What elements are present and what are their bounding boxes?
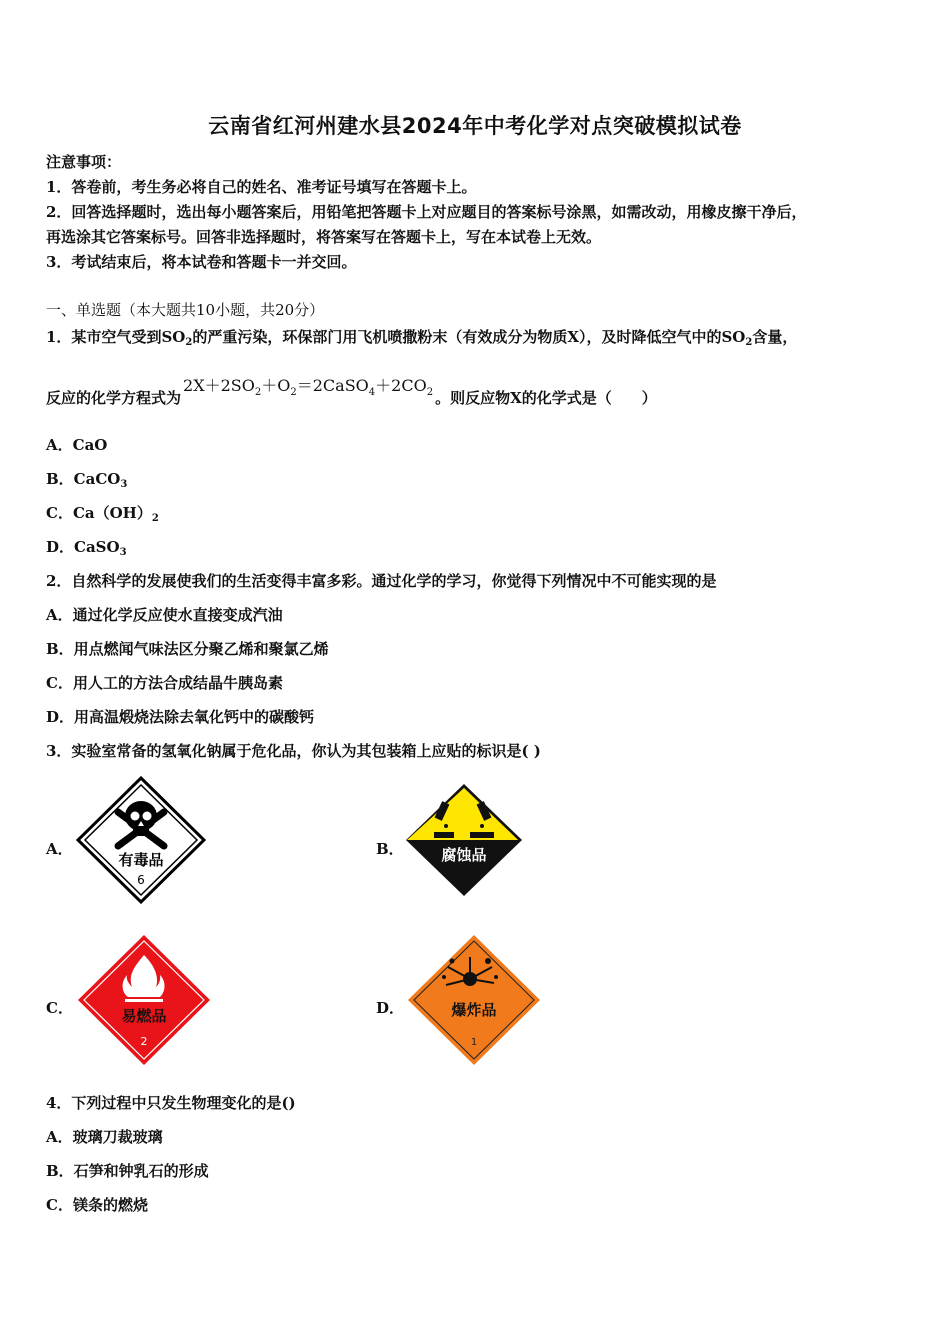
sign-text: 爆炸品 <box>451 1001 497 1019</box>
q1-sub-2: 2 <box>745 337 753 348</box>
q1-option-c <box>46 503 159 523</box>
sign-number: 2 <box>140 1035 148 1048</box>
q3-label-d: D． <box>376 999 405 1017</box>
q1-text-b: 的严重污染，环保部门用飞机喷撒粉末（有效成分为物质X），及时降低空气中的SO <box>192 328 746 346</box>
q4-option-a: A．玻璃刀裁玻璃 <box>46 1128 163 1146</box>
eq-sub: 2 <box>254 387 262 398</box>
sign-number: 6 <box>137 873 145 887</box>
q1-suffix: 。则反应物X的化学式是（ ） <box>435 389 657 407</box>
option-text: D．CaSO <box>46 538 120 556</box>
eq-sub: 2 <box>426 387 434 398</box>
eq-part: 2X＋2SO <box>183 376 255 395</box>
option-sub: 2 <box>151 513 159 524</box>
q4-option-b: B．石笋和钟乳石的形成 <box>46 1162 209 1180</box>
notice-item-1: 1．答卷前，考生务必将自己的姓名、准考证号填写在答题卡上。 <box>46 178 477 196</box>
q2-option-c: C．用人工的方法合成结晶牛胰岛素 <box>46 674 283 692</box>
q1-stem-line2 <box>46 376 657 408</box>
eq-part: ＋2CO <box>375 376 427 395</box>
sign-number: 1 <box>470 1037 478 1048</box>
q1-text-a: 1．某市空气受到SO <box>46 328 186 346</box>
flammable-sign <box>76 933 212 1067</box>
section-heading: 一、单选题（本大题共10小题，共20分） <box>46 301 325 319</box>
q3-stem: 3．实验室常备的氢氧化钠属于危化品，你认为其包装箱上应贴的标识是( ) <box>46 742 541 760</box>
q1-stem-line1 <box>46 327 797 347</box>
page-title: 云南省红河州建水县2024年中考化学对点突破模拟试卷 <box>208 114 742 138</box>
sign-text: 易燃品 <box>121 1007 167 1025</box>
corrosive-sign <box>404 782 524 898</box>
explosive-sign <box>406 933 542 1067</box>
q2-option-b: B．用点燃闻气味法区分聚乙烯和聚氯乙烯 <box>46 640 329 658</box>
notice-heading: 注意事项： <box>46 153 122 171</box>
option-sub: 3 <box>119 547 127 558</box>
sign-text: 腐蚀品 <box>441 846 487 864</box>
chemical-equation <box>183 376 434 398</box>
q2-option-a: A．通过化学反应使水直接变成汽油 <box>46 606 283 624</box>
eq-sub: 4 <box>368 387 376 398</box>
eq-part: ＝2CaSO <box>296 376 369 395</box>
q1-prefix: 反应的化学方程式为 <box>46 389 182 407</box>
q3-label-c: C． <box>46 999 73 1017</box>
notice-item-3: 3．考试结束后，将本试卷和答题卡一并交回。 <box>46 253 357 271</box>
notice-item-2-cont: 再选涂其它答案标号。回答非选择题时，将答案写在答题卡上，写在本试卷上无效。 <box>46 228 602 246</box>
notice-item-2: 2．回答选择题时，选出每小题答案后，用铅笔把答题卡上对应题目的答案标号涂黑，如需改动，用橡皮擦干净后， <box>46 203 807 221</box>
q4-stem: 4．下列过程中只发生物理变化的是() <box>46 1094 296 1112</box>
sign-text: 有毒品 <box>118 851 164 869</box>
option-text: C．Ca（OH） <box>46 504 152 522</box>
option-sub: 3 <box>120 479 128 490</box>
q1-option-b <box>46 469 127 489</box>
q1-option-a: A．CaO <box>46 436 108 454</box>
q1-option-d <box>46 537 127 557</box>
toxic-sign <box>76 776 206 904</box>
q3-label-b: B． <box>376 840 404 858</box>
option-text: B．CaCO <box>46 470 121 488</box>
q2-stem: 2．自然科学的发展使我们的生活变得丰富多彩。通过化学的学习，你觉得下列情况中不可能实现的是 <box>46 572 717 590</box>
eq-part: ＋O <box>261 376 291 395</box>
eq-sub: 2 <box>290 387 297 398</box>
q3-label-a: A． <box>46 840 73 858</box>
q1-text-c: 含量， <box>752 328 798 346</box>
q2-option-d: D．用高温煅烧法除去氧化钙中的碳酸钙 <box>46 708 315 726</box>
q4-option-c: C．镁条的燃烧 <box>46 1196 148 1214</box>
q1-sub-1: 2 <box>185 337 193 348</box>
